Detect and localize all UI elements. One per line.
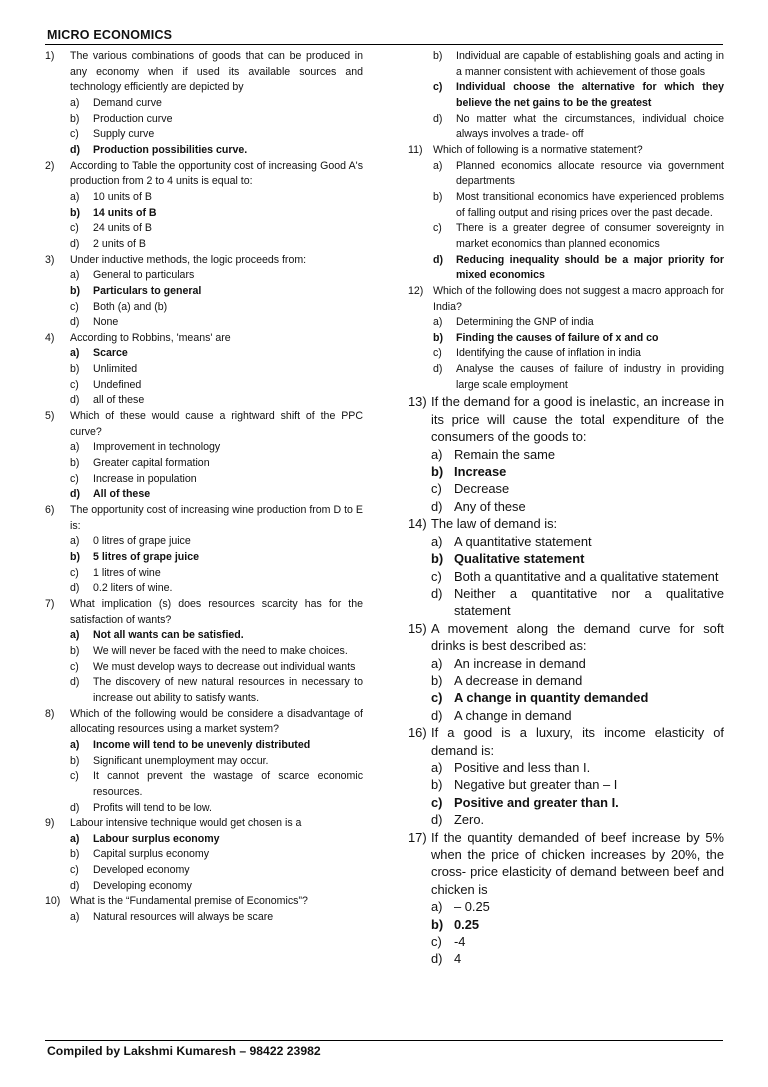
option-text: Neither a quantitative nor a qualitative statement bbox=[454, 585, 724, 619]
option-text: Improvement in technology bbox=[93, 441, 221, 454]
option-label: c) bbox=[70, 128, 79, 141]
answer-option bbox=[408, 776, 724, 793]
option-text: Natural resources will always be scare bbox=[93, 911, 274, 924]
option-text: all of these bbox=[93, 394, 145, 407]
question-text: The opportunity cost of increasing wine production from D to E is: bbox=[70, 504, 363, 532]
option-text: 0.25 bbox=[454, 916, 480, 932]
answer-option bbox=[45, 769, 363, 800]
option-text: Remain the same bbox=[454, 446, 556, 462]
question-number: 12) bbox=[408, 284, 424, 297]
option-text: Decrease bbox=[454, 481, 510, 497]
option-label: a) bbox=[70, 832, 80, 845]
answer-option bbox=[45, 534, 363, 550]
answer-option-correct bbox=[45, 346, 363, 362]
option-text: We must develop ways to decrease out individual wants bbox=[93, 660, 356, 673]
question bbox=[408, 724, 724, 759]
question-text: The law of demand is: bbox=[431, 516, 558, 532]
question-block bbox=[45, 49, 363, 159]
option-text: Planned economics allocate resource via government departments bbox=[456, 159, 724, 188]
option-label: c) bbox=[70, 300, 79, 313]
page-title: MICRO ECONOMICS bbox=[47, 28, 173, 42]
option-label: d) bbox=[70, 582, 80, 595]
option-label: d) bbox=[433, 253, 443, 266]
option-label: b) bbox=[70, 551, 80, 563]
question-number: 11) bbox=[408, 143, 423, 156]
header-divider bbox=[45, 44, 723, 45]
answer-option bbox=[408, 362, 724, 393]
question bbox=[408, 284, 724, 315]
answer-option bbox=[45, 581, 363, 597]
question-text: Which of the following would be considere a disadvantage of allocating resources using a market system? bbox=[70, 707, 363, 736]
option-text: 0.2 liters of wine. bbox=[93, 582, 173, 595]
option-text: Analyse the causes of failure of industry in providing large scale employment bbox=[456, 363, 724, 391]
option-text: General to particulars bbox=[93, 269, 195, 282]
answer-option bbox=[408, 759, 724, 776]
answer-option bbox=[408, 585, 724, 620]
question bbox=[45, 707, 363, 738]
answer-option bbox=[408, 568, 724, 585]
answer-option bbox=[45, 847, 363, 863]
option-text: 10 units of B bbox=[93, 190, 152, 203]
question bbox=[408, 393, 724, 445]
answer-option bbox=[45, 910, 363, 926]
answer-option bbox=[45, 660, 363, 676]
option-label: c) bbox=[431, 794, 443, 810]
question-block bbox=[45, 253, 363, 331]
answer-option bbox=[45, 96, 363, 112]
question bbox=[45, 159, 363, 190]
answer-option bbox=[45, 268, 363, 284]
question-block bbox=[45, 597, 363, 707]
option-text: Any of these bbox=[454, 498, 526, 514]
answer-option-correct bbox=[408, 331, 724, 347]
answer-option bbox=[45, 566, 363, 582]
question bbox=[45, 597, 363, 628]
answer-option bbox=[408, 159, 724, 190]
option-label: b) bbox=[70, 754, 80, 767]
question-block bbox=[45, 816, 363, 894]
right-large-questions bbox=[408, 393, 724, 967]
option-text: Profits will tend to be low. bbox=[93, 801, 212, 814]
option-text: Greater capital formation bbox=[93, 457, 210, 470]
question-block bbox=[408, 284, 724, 394]
option-text: There is a greater degree of consumer sovereignty in market economics than planned economics bbox=[456, 222, 724, 250]
question-block bbox=[45, 894, 363, 925]
question-number: 16) bbox=[408, 725, 427, 741]
answer-option-correct bbox=[45, 487, 363, 503]
answer-option bbox=[408, 346, 724, 362]
question-number: 15) bbox=[408, 620, 427, 636]
answer-option bbox=[45, 127, 363, 143]
option-text: Scarce bbox=[93, 347, 128, 360]
question-number: 9) bbox=[45, 817, 55, 830]
question-text: What implication (s) does resources scarcity has for the satisfaction of wants? bbox=[70, 597, 363, 626]
question-number: 13) bbox=[408, 394, 427, 410]
option-label: d) bbox=[70, 488, 80, 501]
question bbox=[45, 409, 363, 440]
option-text: 2 units of B bbox=[93, 237, 146, 250]
option-text: – 0.25 bbox=[454, 899, 490, 915]
answer-option bbox=[45, 112, 363, 128]
answer-option-correct bbox=[408, 689, 724, 706]
question-block bbox=[45, 503, 363, 597]
footer-credit: Compiled by Lakshmi Kumaresh – 98422 23982 bbox=[47, 1044, 321, 1058]
option-label: b) bbox=[70, 457, 80, 470]
answer-option bbox=[408, 112, 724, 143]
question-block bbox=[45, 707, 363, 817]
question-block bbox=[408, 724, 724, 828]
option-label: b) bbox=[70, 363, 80, 376]
question-number: 7) bbox=[45, 597, 55, 610]
option-label: c) bbox=[70, 660, 79, 673]
q10-continued-options bbox=[408, 49, 724, 143]
option-label: c) bbox=[70, 770, 79, 783]
option-label: a) bbox=[433, 159, 443, 172]
answer-option bbox=[408, 933, 724, 950]
question-text: A movement along the demand curve for soft drinks is best described as: bbox=[431, 620, 724, 654]
option-label: a) bbox=[70, 96, 80, 109]
question-block bbox=[408, 620, 724, 724]
answer-option bbox=[45, 315, 363, 331]
option-text: An increase in demand bbox=[454, 655, 586, 671]
question-text: The various combinations of goods that can be produced in any economy when if used its available sources and technology efficiently are depicted by bbox=[70, 50, 363, 94]
option-text: 0 litres of grape juice bbox=[93, 535, 191, 548]
option-text: A change in quantity demanded bbox=[454, 690, 649, 706]
question-number: 8) bbox=[45, 707, 55, 720]
option-text: Positive and greater than I. bbox=[454, 794, 619, 810]
answer-option bbox=[45, 863, 363, 879]
option-label: d) bbox=[70, 801, 80, 814]
option-text: 24 units of B bbox=[93, 222, 152, 235]
option-label: a) bbox=[70, 535, 80, 548]
answer-option-correct bbox=[45, 738, 363, 754]
option-text: Significant unemployment may occur. bbox=[93, 754, 269, 767]
option-text: Particulars to general bbox=[93, 284, 202, 297]
option-text: Positive and less than I. bbox=[454, 759, 591, 775]
answer-option bbox=[408, 672, 724, 689]
option-text: Most transitional economics have experienced problems of falling output and rising prices over the past decade. bbox=[456, 190, 724, 219]
option-label: a) bbox=[431, 533, 443, 549]
question-text: If the demand for a good is inelastic, an increase in its price will cause the total expenditure of the consumers of the goods to: bbox=[431, 394, 724, 445]
answer-option bbox=[45, 300, 363, 316]
option-label: b) bbox=[70, 112, 80, 125]
question bbox=[408, 620, 724, 655]
option-text: A quantitative statement bbox=[454, 533, 592, 549]
option-text: A change in demand bbox=[454, 707, 572, 723]
option-text: Capital surplus economy bbox=[93, 848, 209, 861]
option-text: None bbox=[93, 316, 119, 329]
answer-option bbox=[408, 221, 724, 252]
option-label: d) bbox=[431, 707, 443, 723]
answer-option-correct bbox=[408, 463, 724, 480]
option-label: a) bbox=[433, 316, 443, 329]
answer-option bbox=[45, 393, 363, 409]
option-label: a) bbox=[70, 269, 80, 282]
right-column bbox=[408, 49, 724, 968]
option-text: All of these bbox=[93, 488, 151, 501]
option-label: c) bbox=[433, 347, 442, 360]
option-label: a) bbox=[70, 441, 80, 454]
question-text: What is the “Fundamental premise of Economics”? bbox=[70, 895, 308, 908]
question-text: Which of these would cause a rightward shift of the PPC curve? bbox=[70, 410, 363, 438]
question bbox=[45, 503, 363, 534]
question-number: 14) bbox=[408, 516, 427, 532]
option-label: d) bbox=[433, 363, 443, 376]
option-label: d) bbox=[431, 812, 443, 828]
option-label: b) bbox=[70, 848, 80, 861]
option-text: -4 bbox=[454, 934, 466, 950]
option-label: b) bbox=[70, 206, 80, 219]
question-block bbox=[45, 331, 363, 409]
option-label: d) bbox=[70, 394, 80, 407]
question-text: According to Robbins, 'means' are bbox=[70, 331, 231, 344]
option-text: We will never be faced with the need to make choices. bbox=[93, 644, 348, 657]
option-label: c) bbox=[431, 690, 443, 706]
answer-option bbox=[45, 362, 363, 378]
question bbox=[408, 515, 724, 532]
answer-option bbox=[45, 237, 363, 253]
question-text: Which of the following does not suggest a macro approach for India? bbox=[433, 284, 724, 313]
question-number: 5) bbox=[45, 410, 55, 423]
option-label: c) bbox=[431, 934, 442, 950]
option-label: c) bbox=[70, 378, 79, 391]
answer-option-correct bbox=[408, 794, 724, 811]
option-label: c) bbox=[433, 81, 443, 94]
option-text: It cannot prevent the wastage of scarce economic resources. bbox=[93, 770, 363, 798]
answer-option bbox=[408, 811, 724, 828]
option-text: Increase bbox=[454, 464, 507, 480]
question-block bbox=[408, 143, 724, 284]
option-text: Both a quantitative and a qualitative statement bbox=[454, 568, 719, 584]
question-text: Under inductive methods, the logic proceeds from: bbox=[70, 253, 307, 266]
answer-option bbox=[45, 190, 363, 206]
answer-option bbox=[408, 480, 724, 497]
option-label: b) bbox=[431, 464, 444, 480]
option-text: Negative but greater than – I bbox=[454, 777, 618, 793]
option-text: Supply curve bbox=[93, 128, 155, 141]
option-text: No matter what the circumstances, individual choice always involves a trade- off bbox=[456, 112, 724, 141]
question-text: Which of following is a normative statement? bbox=[433, 143, 643, 156]
answer-option-correct bbox=[45, 284, 363, 300]
option-label: d) bbox=[70, 676, 80, 689]
question-number: 3) bbox=[45, 253, 55, 266]
option-label: a) bbox=[431, 759, 443, 775]
question bbox=[45, 253, 363, 269]
option-text: Individual are capable of establishing goals and acting in a manner consistent with achievement of those goals bbox=[456, 50, 724, 78]
option-label: a) bbox=[70, 190, 80, 203]
option-label: a) bbox=[70, 911, 80, 924]
option-text: Determining the GNP of india bbox=[456, 316, 594, 329]
answer-option bbox=[45, 456, 363, 472]
answer-option bbox=[45, 378, 363, 394]
option-text: Undefined bbox=[93, 378, 142, 391]
option-label: c) bbox=[431, 481, 442, 497]
question-text: If a good is a luxury, its income elasticity of demand is: bbox=[431, 725, 724, 758]
answer-option bbox=[408, 655, 724, 672]
answer-option-correct bbox=[408, 550, 724, 567]
option-text: Demand curve bbox=[93, 96, 162, 109]
option-label: b) bbox=[431, 916, 444, 932]
footer-divider bbox=[45, 1040, 723, 1041]
answer-option-correct bbox=[45, 143, 363, 159]
question bbox=[45, 894, 363, 910]
option-label: a) bbox=[70, 347, 80, 360]
option-label: b) bbox=[431, 672, 443, 688]
option-text: Developed economy bbox=[93, 864, 190, 877]
question-number: 6) bbox=[45, 504, 55, 517]
answer-option bbox=[45, 644, 363, 660]
answer-option bbox=[45, 801, 363, 817]
option-text: A decrease in demand bbox=[454, 672, 583, 688]
answer-option bbox=[408, 950, 724, 967]
answer-option-correct bbox=[45, 628, 363, 644]
option-label: d) bbox=[70, 879, 80, 892]
question-number: 4) bbox=[45, 331, 55, 344]
option-text: Zero. bbox=[454, 812, 485, 828]
option-label: d) bbox=[431, 585, 443, 601]
left-column bbox=[45, 49, 363, 926]
question-text: According to Table the opportunity cost of increasing Good A's production from 2 to 4 units is equal to: bbox=[70, 159, 363, 188]
option-text: Individual choose the alternative for which they believe the net gains to be the greatest bbox=[456, 81, 724, 109]
question-number: 1) bbox=[45, 50, 55, 62]
option-label: a) bbox=[431, 446, 443, 462]
option-text: Increase in population bbox=[93, 472, 197, 485]
answer-option-correct bbox=[45, 206, 363, 222]
answer-option bbox=[408, 49, 724, 80]
option-text: Finding the causes of failure of x and co bbox=[456, 331, 659, 344]
question-block bbox=[45, 409, 363, 503]
question bbox=[45, 816, 363, 832]
question-block bbox=[408, 515, 724, 619]
question-block bbox=[408, 829, 724, 968]
option-label: c) bbox=[70, 222, 79, 235]
option-text: Labour surplus economy bbox=[93, 832, 220, 845]
question-number: 2) bbox=[45, 159, 55, 172]
answer-option bbox=[408, 498, 724, 515]
answer-option bbox=[408, 190, 724, 221]
answer-option bbox=[45, 879, 363, 895]
option-label: d) bbox=[431, 951, 443, 967]
question-number: 10) bbox=[45, 895, 61, 908]
question bbox=[408, 829, 724, 899]
option-label: c) bbox=[431, 568, 442, 584]
question-block bbox=[408, 393, 724, 515]
option-text: The discovery of new natural resources in necessary to increase out ability to satisfy wants. bbox=[93, 676, 363, 704]
answer-option bbox=[45, 440, 363, 456]
answer-option-correct bbox=[45, 832, 363, 848]
option-text: Unlimited bbox=[93, 363, 138, 376]
answer-option bbox=[408, 315, 724, 331]
option-text: Qualitative statement bbox=[454, 551, 585, 567]
answer-option bbox=[45, 221, 363, 237]
question bbox=[45, 49, 363, 96]
option-text: Production curve bbox=[93, 112, 173, 125]
answer-option bbox=[408, 898, 724, 915]
option-label: d) bbox=[70, 143, 80, 156]
option-text: 1 litres of wine bbox=[93, 566, 161, 579]
option-label: b) bbox=[433, 50, 443, 62]
option-label: b) bbox=[433, 331, 443, 344]
option-label: c) bbox=[433, 222, 442, 235]
answer-option-correct bbox=[45, 550, 363, 566]
answer-option bbox=[45, 675, 363, 706]
option-text: Not all wants can be satisfied. bbox=[93, 629, 244, 642]
question-number: 17) bbox=[408, 829, 427, 845]
option-label: c) bbox=[70, 472, 79, 485]
question-text: If the quantity demanded of beef increase by 5% when the price of chicken increases by 20%, the cross- price elasticity of demand between beef and chicken is bbox=[431, 829, 724, 897]
option-text: 14 units of B bbox=[93, 206, 157, 219]
answer-option bbox=[408, 446, 724, 463]
option-text: Production possibilities curve. bbox=[93, 143, 248, 156]
option-text: Developing economy bbox=[93, 879, 192, 892]
answer-option-correct bbox=[408, 916, 724, 933]
option-label: d) bbox=[70, 316, 80, 329]
option-text: 4 bbox=[454, 951, 462, 967]
answer-option-correct bbox=[408, 80, 724, 111]
option-text: Identifying the cause of inflation in india bbox=[456, 347, 641, 360]
option-label: d) bbox=[431, 498, 443, 514]
option-label: b) bbox=[431, 777, 443, 793]
answer-option-correct bbox=[408, 253, 724, 284]
option-label: b) bbox=[70, 284, 80, 297]
question-text: Labour intensive technique would get chosen is a bbox=[70, 817, 302, 830]
answer-option bbox=[408, 707, 724, 724]
option-label: b) bbox=[70, 644, 80, 657]
option-label: c) bbox=[70, 864, 79, 877]
right-small-questions bbox=[408, 143, 724, 394]
option-label: a) bbox=[70, 629, 80, 642]
question-block bbox=[45, 159, 363, 253]
option-label: a) bbox=[70, 738, 80, 751]
option-label: c) bbox=[70, 566, 79, 579]
option-text: Income will tend to be unevenly distributed bbox=[93, 738, 311, 751]
answer-option bbox=[45, 754, 363, 770]
option-text: Reducing inequality should be a major priority for mixed economics bbox=[456, 253, 724, 282]
option-label: d) bbox=[433, 112, 443, 125]
option-label: a) bbox=[431, 655, 443, 671]
answer-option bbox=[408, 533, 724, 550]
option-label: d) bbox=[70, 237, 80, 250]
option-label: b) bbox=[431, 551, 444, 567]
option-label: b) bbox=[433, 190, 443, 203]
option-text: 5 litres of grape juice bbox=[93, 551, 199, 563]
question bbox=[408, 143, 724, 159]
answer-option bbox=[45, 472, 363, 488]
question bbox=[45, 331, 363, 347]
option-label: a) bbox=[431, 899, 443, 915]
option-text: Both (a) and (b) bbox=[93, 300, 168, 313]
